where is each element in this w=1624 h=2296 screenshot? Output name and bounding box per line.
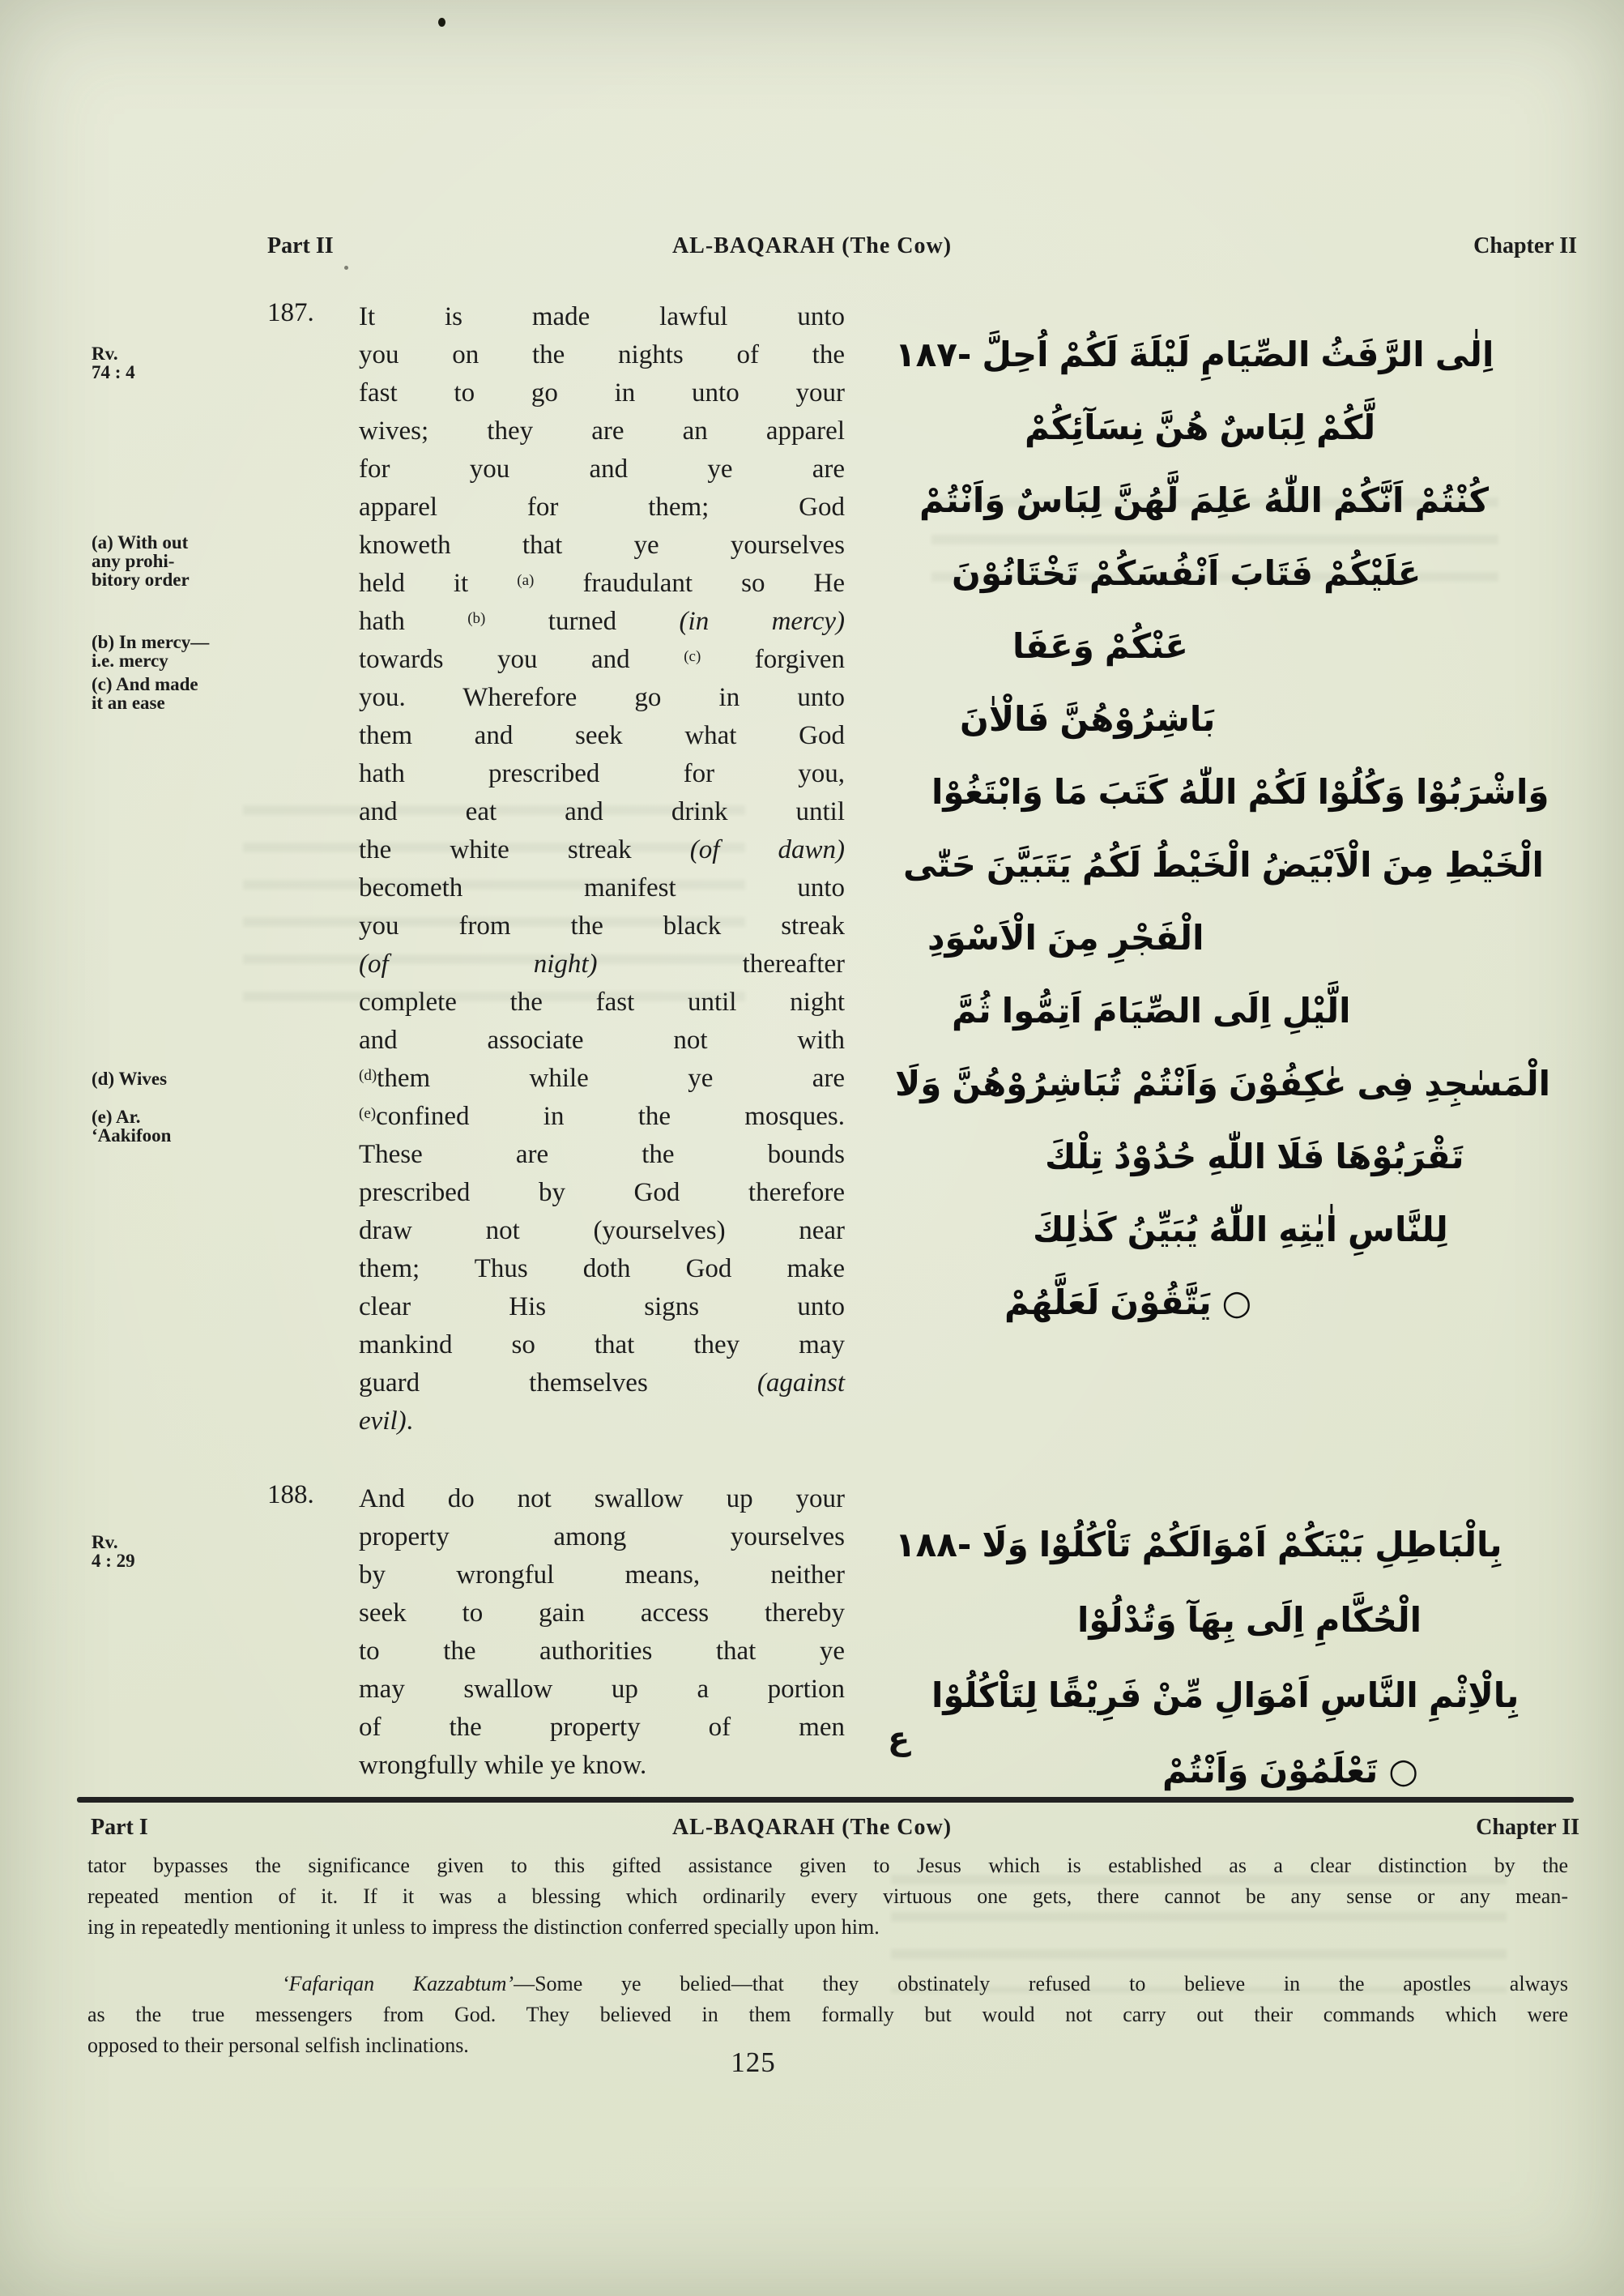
english-text-line: them and seek what God: [359, 721, 845, 750]
margin-note-line: any prohi-: [92, 551, 175, 571]
arabic-word: فَرِيْقًا: [1047, 1675, 1142, 1715]
verse-188-english-text: [359, 1480, 845, 1785]
arabic-text-line: [960, 666, 1582, 739]
verse-187-number: 187.: [267, 298, 314, 327]
arabic-word: الْاَبْيَضُ: [1261, 845, 1372, 885]
english-text-line: may swallow up a portion: [359, 1675, 845, 1704]
arabic-word: كُنْتُمْ: [1414, 480, 1490, 520]
arabic-text-line: [1012, 593, 1582, 666]
arabic-word: تَخْتَانُوْنَ: [952, 553, 1079, 593]
arabic-word: كَتَبَ: [1098, 772, 1168, 812]
footnote-paragraph-1: [87, 1850, 1568, 1943]
arabic-word: اَمْوَالِ: [1214, 1675, 1310, 1715]
margin-note-line: (a) With out: [92, 532, 189, 553]
arabic-word: تَقْرَبُوْهَا: [1335, 1137, 1464, 1176]
margin-note-line: Rv.: [92, 344, 118, 364]
arabic-word: لَكُمُ: [1081, 845, 1142, 885]
arabic-word: لَّكُمْ: [1315, 408, 1376, 447]
arabic-word: مَا: [1053, 772, 1088, 812]
verse-187-english-text: [359, 298, 845, 1440]
footer-part-label: Part I: [91, 1815, 148, 1840]
footnote-line: tator bypasses the significance given to this gifted assistance given to Jesus which is established as a clear distinction by the: [87, 1854, 1568, 1877]
english-text-line: the white streak (of dawn): [359, 835, 845, 864]
margin-note-rv-74-4: [92, 344, 266, 382]
arabic-word: عٰكِفُوْنَ: [1228, 1064, 1347, 1103]
arabic-word: ○: [1388, 1751, 1418, 1790]
english-text-line: These are the bounds: [359, 1140, 845, 1169]
arabic-word: الرَّفَثُ: [1320, 335, 1425, 374]
arabic-word: اللّٰهُ: [1178, 772, 1238, 812]
arabic-word: وَابْتَغُوْا: [931, 772, 1043, 812]
arabic-word: لِلنَّاسِ: [1348, 1210, 1448, 1249]
arabic-word: الْحُكَّامِ: [1315, 1600, 1422, 1640]
english-text-line: seek to gain access thereby: [359, 1598, 845, 1628]
english-text-line: guard themselves (against: [359, 1368, 845, 1398]
ink-speck: [344, 266, 348, 270]
arabic-word: ١٨٨-: [895, 1525, 972, 1564]
arabic-text-line: [931, 1640, 1582, 1715]
arabic-word: الْخَيْطُ: [1152, 845, 1251, 885]
arabic-word: لِتَاْكُلُوْا: [931, 1675, 1038, 1715]
english-text-line: And do not swallow up your: [359, 1484, 845, 1513]
english-text-line: you on the nights of the: [359, 340, 845, 369]
arabic-text-line: [1162, 1715, 1582, 1790]
arabic-word: كَذٰلِكَ: [1033, 1210, 1117, 1249]
arabic-word: وَاَنْتُمْ: [919, 480, 1006, 520]
arabic-word: الصِّيَامِ: [1200, 335, 1311, 374]
margin-note-line: 74 : 4: [92, 362, 135, 382]
arabic-word: تِلْكَ: [1045, 1137, 1104, 1176]
arabic-word: حُدُوْدُ: [1114, 1137, 1197, 1176]
english-text-line: wrongfully while ye know.: [359, 1751, 647, 1780]
ink-speck: [438, 18, 445, 27]
footnote-line: opposed to their personal selfish inclinations.: [87, 2034, 469, 2057]
arabic-word: النَّاسِ: [1319, 1675, 1418, 1715]
arabic-word: عَلِمَ: [1189, 480, 1254, 520]
verse-187-arabic-text: [895, 301, 1582, 1322]
arabic-word: فَلَا: [1277, 1137, 1325, 1176]
arabic-text-line: [895, 1489, 1582, 1564]
arabic-word: وَتُدْلُوْا: [1077, 1600, 1177, 1640]
english-text-line: towards you and $^{(c)}$ forgiven: [359, 645, 845, 674]
arabic-word: فَالْاٰنَ: [960, 699, 1050, 739]
footnote-line: repeated mention of it. If it was a blessing which ordinarily every virtuous one gets, there cannot be any sense or any mean-: [87, 1884, 1568, 1908]
arabic-word: اِلٰى: [1434, 335, 1494, 374]
arabic-word: اللّٰهِ: [1207, 1137, 1267, 1176]
arabic-word: الْفَجْرِ: [1109, 918, 1204, 958]
page-number: 125: [731, 2046, 776, 2078]
margin-note-a: [92, 533, 266, 589]
english-text-line: evil).: [359, 1406, 413, 1436]
margin-note-line: Rv.: [92, 1532, 118, 1552]
english-text-line: knoweth that ye yourselves: [359, 531, 845, 560]
arabic-word: بِالْاِثْمِ: [1428, 1675, 1520, 1715]
margin-note-line: (b) In mercy—: [92, 632, 210, 652]
arabic-word: مِّنْ: [1152, 1675, 1204, 1715]
arabic-text-line: [1045, 1103, 1582, 1176]
arabic-text-line: [919, 447, 1582, 520]
margin-note-line: ‘Aakifoon: [92, 1125, 172, 1146]
arabic-text-line: [1025, 374, 1582, 447]
margin-note-line: i.e. mercy: [92, 651, 168, 671]
english-text-line: complete the fast until night: [359, 988, 845, 1017]
arabic-word: الْخَيْطِ: [1444, 845, 1544, 885]
arabic-word: لَكُمْ: [1247, 772, 1307, 812]
arabic-word: فِى: [1357, 1064, 1414, 1103]
arabic-word: مِنَ: [1382, 845, 1434, 885]
margin-note-b: [92, 633, 266, 670]
footer-chapter-label: Chapter II: [1476, 1815, 1579, 1840]
arabic-word: وَعَفَا: [1012, 626, 1094, 666]
footnote-line: as the true messengers from God. They believed in them formally but would not carry out their commands which were: [87, 2003, 1568, 2026]
english-text-line: them; Thus doth God make: [359, 1254, 845, 1283]
arabic-word: لَعَلَّهُمْ: [1004, 1282, 1100, 1322]
header-part-label: Part II: [267, 233, 334, 258]
arabic-word: اَمْوَالَكُمْ: [1141, 1525, 1267, 1564]
arabic-word: تَاْكُلُوْا: [1038, 1525, 1132, 1564]
arabic-word: عَلَيْكُمْ: [1323, 553, 1422, 593]
english-text-line: by wrongful means, neither: [359, 1560, 845, 1590]
arabic-text-line: [903, 812, 1582, 885]
header-surah-title: AL-BAQARAH (The Cow): [671, 233, 953, 258]
arabic-word: يَتَّقُوْنَ: [1110, 1282, 1212, 1322]
english-text-line: $^{(e)}$confined in the mosques.: [359, 1102, 845, 1131]
arabic-word: اِلَى: [1245, 1600, 1305, 1640]
margin-note-line: (c) And made: [92, 674, 198, 694]
margin-note-rv-4-29: [92, 1533, 266, 1570]
arabic-word: ثُمَّ: [952, 991, 991, 1031]
english-text-line: It is made lawful unto: [359, 302, 845, 331]
arabic-word: اللّٰهُ: [1208, 1210, 1268, 1249]
page-header: [0, 233, 1624, 266]
arabic-word: اللّٰهُ: [1264, 480, 1323, 520]
margin-note-line: (e) Ar.: [92, 1107, 141, 1127]
arabic-word: يُبَيِّنُ: [1127, 1210, 1199, 1249]
arabic-word: وَلَا: [895, 1064, 942, 1103]
arabic-word: ○: [1221, 1282, 1252, 1322]
arabic-text-line: [952, 520, 1582, 593]
arabic-word: وَاَنْتُمْ: [1162, 1751, 1249, 1790]
english-text-line: clear His signs unto: [359, 1292, 845, 1321]
arabic-word: بَيْنَكُمْ: [1277, 1525, 1365, 1564]
english-text-line: to the authorities that ye: [359, 1637, 845, 1666]
arabic-word: فَتَابَ: [1230, 553, 1314, 593]
footnote-line: ‘Fafariqan Kazzabtum’—Some ye belied—that they obstinately refused to believe in the apostles always: [282, 1972, 1569, 1995]
english-text-line: hath $^{(b)}$ turned (in mercy): [359, 607, 845, 636]
arabic-word: وَكُلُوْا: [1317, 772, 1406, 812]
margin-note-d: [92, 1069, 266, 1088]
arabic-word: اٰيٰتِهِ: [1278, 1210, 1338, 1249]
english-text-line: and associate not with: [359, 1026, 845, 1055]
arabic-word: بَاشِرُوْهُنَّ: [1059, 699, 1216, 739]
english-text-line: draw not (yourselves) near: [359, 1216, 845, 1245]
arabic-text-line: [895, 1031, 1582, 1103]
english-text-line: (of night) thereafter: [359, 950, 845, 979]
english-text-line: prescribed by God therefore: [359, 1178, 845, 1207]
arabic-word: الْاَسْوَدِ: [927, 918, 1037, 958]
english-text-line: wives; they are an apparel: [359, 416, 845, 446]
arabic-word: اُحِلَّ: [982, 335, 1049, 374]
verse-188-number: 188.: [267, 1480, 314, 1509]
english-text-line: for you and ye are: [359, 455, 845, 484]
english-text-line: mankind so that they may: [359, 1330, 845, 1359]
arabic-word: وَاَنْتُمْ: [1132, 1064, 1218, 1103]
english-text-line: becometh manifest unto: [359, 873, 845, 903]
arabic-word: لَيْلَةَ: [1128, 335, 1191, 374]
footnote-line: ing in repeatedly mentioning it unless to impress the distinction conferred specially upon him.: [87, 1915, 880, 1939]
arabic-word: لَكُمْ: [1059, 335, 1119, 374]
arabic-word: بِالْبَاطِلِ: [1375, 1525, 1503, 1564]
english-text-line: fast to go in unto your: [359, 378, 845, 408]
ruku-marker: ع: [888, 1720, 910, 1757]
footer-divider-rule: [77, 1797, 1574, 1803]
arabic-word: هُنَّ: [1154, 408, 1209, 447]
arabic-word: حَتّٰى: [903, 845, 976, 885]
arabic-text-line: [895, 301, 1582, 374]
english-text-line: hath prescribed for you,: [359, 759, 845, 788]
arabic-word: الْمَسٰجِدِ: [1424, 1064, 1551, 1103]
english-text-line: held it $^{(a)}$ fraudulant so He: [359, 569, 845, 598]
arabic-word: نِسَآئِكُمْ: [1025, 408, 1144, 447]
english-text-line: apparel for them; God: [359, 493, 845, 522]
arabic-word: وَلَا: [982, 1525, 1029, 1564]
verse-188-arabic-text: [895, 1489, 1582, 1790]
english-text-line: of the property of men: [359, 1713, 845, 1742]
english-text-line: and eat and drink until: [359, 797, 845, 826]
arabic-word: اَتِمُّوا: [1001, 991, 1082, 1031]
arabic-text-line: [931, 739, 1582, 812]
arabic-word: الَّيْلِ: [1281, 991, 1351, 1031]
arabic-word: ١٨٧-: [895, 335, 972, 374]
arabic-word: اَنَّكُمْ: [1332, 480, 1404, 520]
margin-note-e: [92, 1107, 266, 1145]
margin-note-c: [92, 675, 266, 712]
margin-note-line: bitory order: [92, 570, 190, 590]
arabic-word: تُبَاشِرُوْهُنَّ: [952, 1064, 1122, 1103]
footer-surah-title: AL-BAQARAH (The Cow): [671, 1815, 953, 1840]
arabic-word: لِبَاسٌ: [1016, 480, 1102, 520]
footer-header: [0, 1815, 1624, 1847]
arabic-text-line: [1077, 1564, 1582, 1640]
english-text-line: property among yourselves: [359, 1522, 845, 1551]
english-text-line: you from the black streak: [359, 911, 845, 941]
arabic-word: اِلَى: [1213, 991, 1272, 1031]
arabic-text-line: [1004, 1249, 1582, 1322]
english-text-line: $^{(d)}$them while ye are: [359, 1064, 845, 1093]
arabic-word: تَعْلَمُوْنَ: [1259, 1751, 1379, 1790]
arabic-word: الصِّيَامَ: [1092, 991, 1203, 1031]
arabic-text-line: [927, 885, 1582, 958]
arabic-word: لَّهُنَّ: [1113, 480, 1179, 520]
arabic-word: بِهَآ: [1187, 1600, 1235, 1640]
margin-note-line: 4 : 29: [92, 1551, 135, 1571]
arabic-word: عَنْكُمْ: [1104, 626, 1188, 666]
margin-note-line: (d) Wives: [92, 1069, 168, 1089]
arabic-text-line: [952, 958, 1582, 1031]
arabic-word: يَتَبَيَّنَ: [986, 845, 1072, 885]
header-chapter-label: Chapter II: [1473, 233, 1577, 258]
english-text-line: you. Wherefore go in unto: [359, 683, 845, 712]
arabic-word: وَاشْرَبُوْا: [1416, 772, 1549, 812]
margin-note-line: it an ease: [92, 693, 165, 713]
arabic-word: مِنَ: [1046, 918, 1099, 958]
arabic-text-line: [1033, 1176, 1582, 1249]
arabic-word: لِبَاسٌ: [1219, 408, 1306, 447]
arabic-word: اَنْفُسَكُمْ: [1089, 553, 1220, 593]
